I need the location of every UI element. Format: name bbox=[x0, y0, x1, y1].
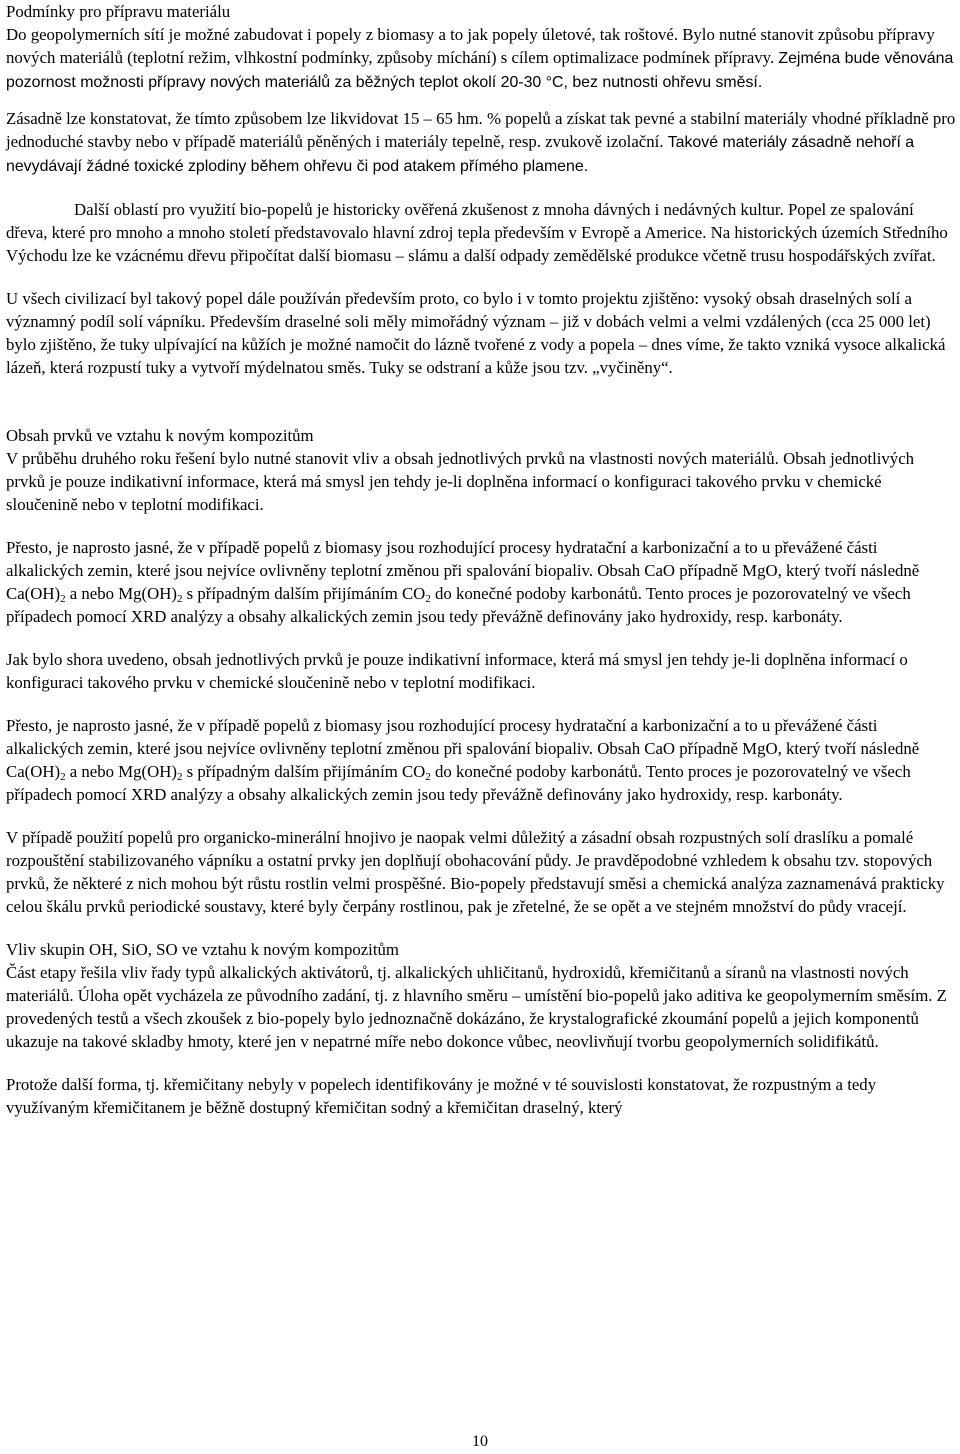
subscript: 2 bbox=[176, 593, 183, 605]
paragraph-text: do konečné podoby karbonátů. Tento proces je pozorovatelný ve všech případech pomocí XRD analýzy a obsahy alkalických zemin jsou tedy převážně definovány jako hydroxidy, resp. karbonáty. bbox=[6, 584, 911, 626]
paragraph-civilizations: U všech civilizací byl takový popel dále používán především proto, co bylo i v tomto projektu zjištěno: vysoký obsah draselných solí a významný podíl solí vápníku. Především draselné soli měly mimořádný význam – již v dobách velmi a velmi vzdálených (cca 25 000 let) bylo zjištěno, že tuky ulpívající na kůžích je možné namočit do lázně tvořené z vody a popela – dnes víme, že takto vzniká vysoce alkalická lázeň, která rozpustí tuky a vytvoří mýdelnatou směs. Tuky se odstraní a kůže jsou tzv. „vyčiněny“. bbox=[6, 289, 946, 377]
paragraph-text-highlight: Takové materiály zásadně nehoří a nevydávají žádné toxické zplodiny během ohřevu či pod atakem přímého plamene. bbox=[6, 134, 915, 175]
subscript: 2 bbox=[60, 593, 66, 605]
section-heading-oh-sio-so: Vliv skupin OH, SiO, SO ve vztahu k novým kompozitům bbox=[6, 940, 399, 959]
paragraph-text: do konečné podoby karbonátů. Tento proces je pozorovatelný ve všech případech pomocí XRD analýzy a obsahy alkalických zemin jsou tedy převážně definovány jako hydroxidy, resp. karbonáty. bbox=[6, 762, 911, 804]
paragraph-text: Zásadně lze konstatovat, že tímto způsobem lze likvidovat 15 – 65 hm. bbox=[6, 109, 487, 128]
section-heading-preparation-conditions: Podmínky pro přípravu materiálu bbox=[6, 2, 231, 21]
paragraph-activators: Část etapy řešila vliv řady typů alkalických aktivátorů, tj. alkalických uhličitanů, hydroxidů, křemičitanů a síranů na vlastnosti nových materiálů. Úloha opět vycházela ze původního zadání, tj. z hlavního směru – umístění bio-popelů jako aditiva ke geopolymerním směsím. Z provedených testů a všech zkoušek z bio-popely bylo jednoznačně dokázáno, že krystalografické zkoumání popelů a jejich komponentů ukazuje na takové skladby hmoty, které jen v nepatrné míře nebo dokonce vůbec, neovlivňují tvorbu geopolymerních solidifikátů. bbox=[6, 963, 947, 1051]
paragraph-text: Přesto, je naprosto jasné, že v případě popelů z biomasy jsou rozhodující procesy hydratační a karbonizační a to u převážené části alkalických zemin, které jsou nejvíce ovlivněny teplotní změnou při spalování biopaliv. Obsah CaO případně MgO, který tvoří následně Ca(OH) bbox=[6, 716, 920, 781]
paragraph-bio-ash-history: Další oblastí pro využití bio-popelů je historicky ověřená zkušenost z mnoha dávných i nedávných kultur. Popel ze spalování dřeva, které pro mnoho a mnoho století představovalo hlavní zdroj tepla především v Evropě a Americe. Na historických územích Středního Východu lze ke vzácnému dřevu připočítat další biomasu – slámu a další odpady zemědělské produkce včetně trusu hospodářských zvířat. bbox=[6, 200, 948, 265]
paragraph-fertilizer: V případě použití popelů pro organicko-minerální hnojivo je naopak velmi důležitý a zásadní obsah rozpustných solí draslíku a pomalé rozpouštění stabilizovaného vápníku a ostatní prvky jen doplňují obohacování půdy. Je pravděpodobné vzhledem k obsahu tzv. stopových prvků, že některé z nich mohou být růstu rostlin velmi prospěšné. Bio-popely představují směsi a chemická analýza zaznamenává prakticky celou škálu prvků periodické soustavy, které byly čerpány rostlinou, pak je zřetelné, že se opět a ve stejném množství do půdy vracejí. bbox=[6, 828, 945, 916]
subscript: 2 bbox=[176, 771, 183, 783]
paragraph-as-stated: Jak bylo shora uvedeno, obsah jednotlivých prvků je pouze indikativní informace, která má smysl jen tehdy je-li doplněna informací o konfiguraci takového prvku v chemické sloučenině nebo v teplotní modifikaci. bbox=[6, 650, 908, 692]
paragraph-text: s případným dalším přijímáním CO bbox=[182, 762, 426, 781]
subscript: 2 bbox=[425, 593, 431, 605]
paragraph-text: a nebo Mg(OH) bbox=[65, 584, 177, 603]
paragraph-liquidation bbox=[6, 107, 956, 178]
paragraph-silicates: Protože další forma, tj. křemičitany nebyly v popelech identifikovány je možné v té souvislosti konstatovat, že rozpustným a tedy využívaným křemičitanem je běžně dostupný křemičitan sodný a křemičitan draselný, který bbox=[6, 1075, 877, 1117]
paragraph-hydration-2 bbox=[6, 714, 956, 806]
paragraph-text: s případným dalším přijímáním CO bbox=[182, 584, 426, 603]
subscript: 2 bbox=[425, 771, 431, 783]
paragraph-text: a nebo Mg(OH) bbox=[65, 762, 177, 781]
paragraph-text: % popelů a získat tak pevné a stabilní materiály vhodné příkladně pro jednoduché stavby nebo v případě materiálů pěněných i materiály tepelně, resp. zvukově izolační. bbox=[6, 109, 956, 151]
paragraph-element-content: V průběhu druhého roku řešení bylo nutné stanovit vliv a obsah jednotlivých prvků na vlastnosti nových materiálů. Obsah jednotlivých prvků je pouze indikativní informace, která má smysl jen tehdy je-li doplněna informací o konfiguraci takového prvku v chemické sloučenině nebo v teplotní modifikaci. bbox=[6, 449, 915, 514]
paragraph-text: Do geopolymerních sítí je možné zabudovat i popely z biomasy a to jak popely úletové, tak roštové. Bylo nutné stanovit způsobu přípravy nových materiálů (teplotní režim, vlhkostní podmínky, způsoby míchání) s cílem optimalizace podmínek přípravy. bbox=[6, 25, 935, 67]
section-heading-element-content: Obsah prvků ve vztahu k novým kompozitům bbox=[6, 426, 314, 445]
paragraph-text: Přesto, je naprosto jasné, že v případě popelů z biomasy jsou rozhodující procesy hydratační a karbonizační a to u převážené části alkalických zemin, které jsou nejvíce ovlivněny teplotní změnou při spalování biopaliv. Obsah CaO případně MgO, který tvoří následně Ca(OH) bbox=[6, 538, 920, 603]
paragraph-hydration-1 bbox=[6, 536, 956, 628]
paragraph-text-highlight: Zejména bude věnována pozornost možnosti přípravy nových materiálů za běžných teplot okolí 20-30 °C, bez nutnosti ohřevu směsí. bbox=[6, 50, 954, 91]
document-page bbox=[6, 0, 956, 1119]
paragraph-preparation bbox=[6, 23, 956, 94]
page-number: 10 bbox=[472, 1433, 488, 1450]
subscript: 2 bbox=[60, 771, 66, 783]
